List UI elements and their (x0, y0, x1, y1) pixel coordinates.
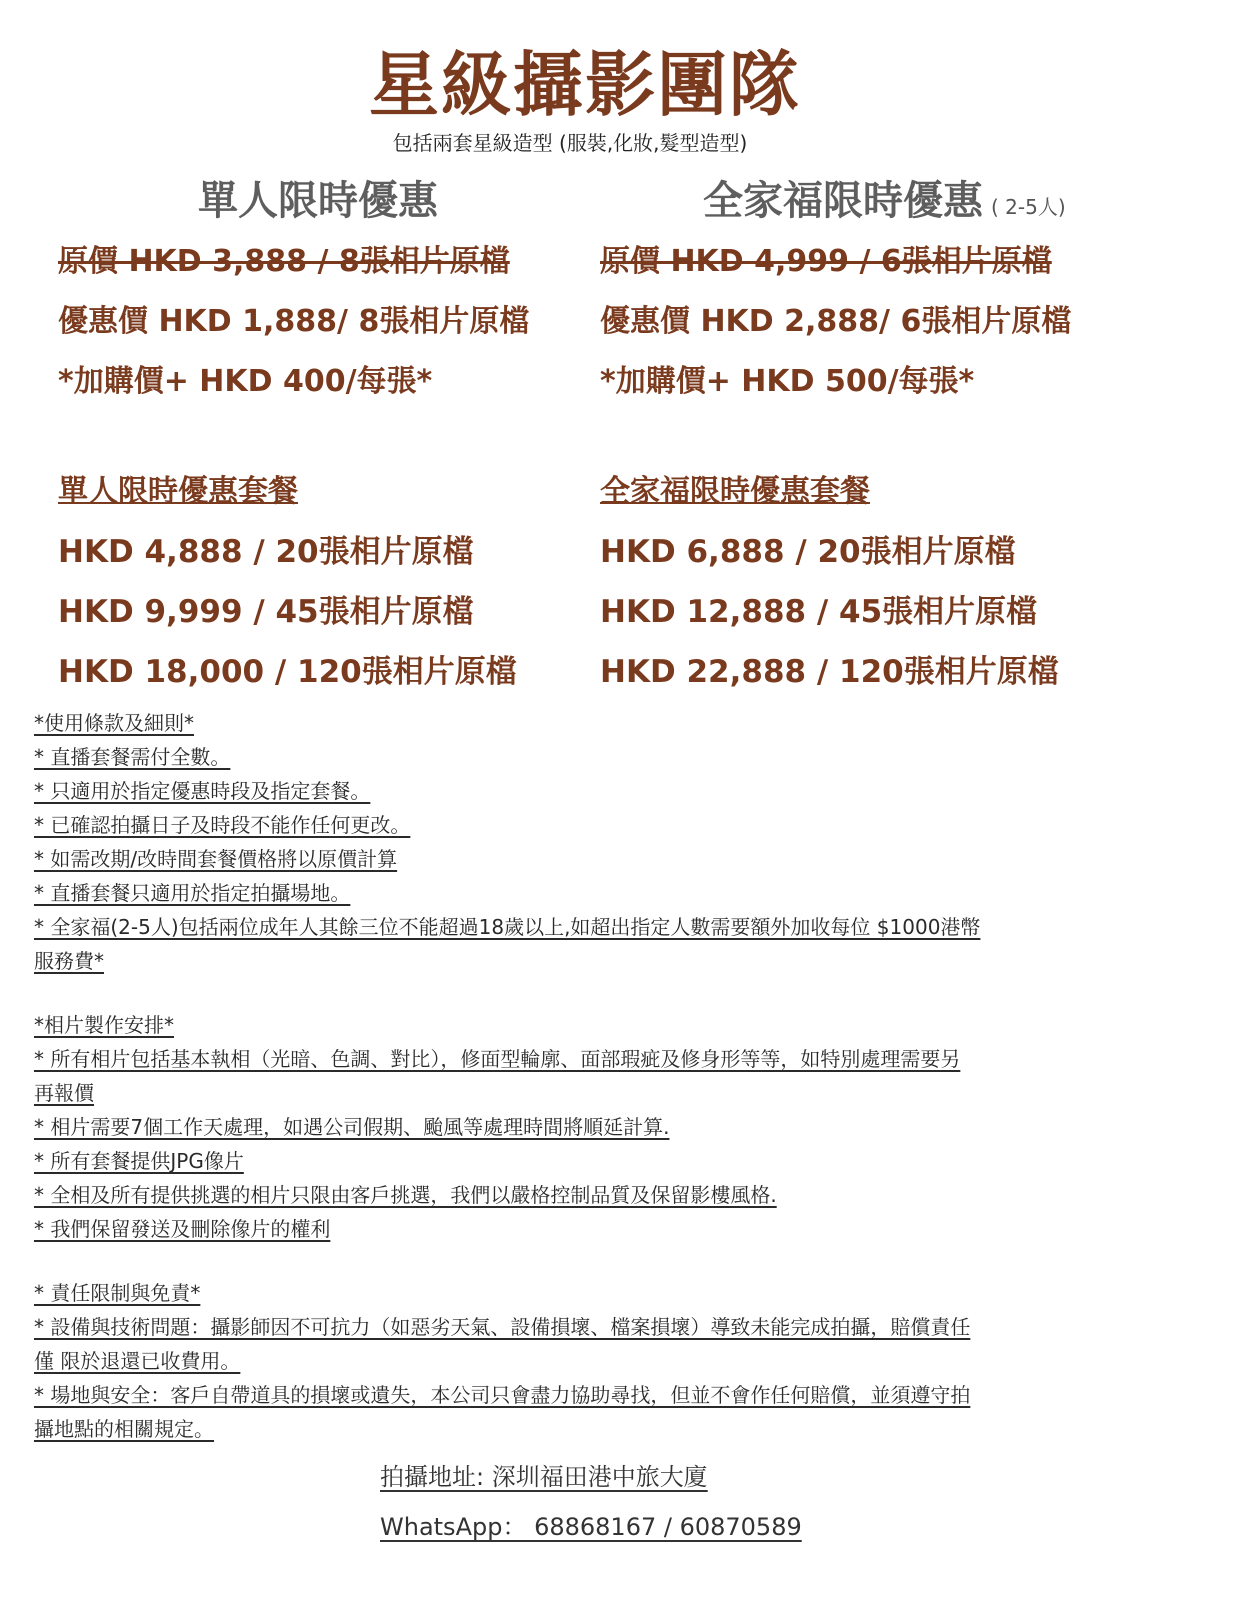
section-gap (34, 978, 1174, 1008)
terms-section (34, 706, 1174, 1446)
terms-line: * 直播套餐只適用於指定拍攝場地。 (34, 881, 351, 905)
section-gap (34, 1246, 1174, 1276)
terms-line: * 全家福(2-5人)包括兩位成年人其餘三位不能超過18歲以上,如超出指定人數需要額外加收每位 $1000港幣 (34, 915, 981, 939)
terms-line: * 只適用於指定優惠時段及指定套餐。 (34, 779, 371, 803)
photo-arrangement-line: * 我們保留發送及刪除像片的權利 (34, 1217, 331, 1241)
single-discount-price: 優惠價 HKD 1,888/ 8張相片原檔 (58, 304, 530, 339)
liability-line: * 場地與安全：客戶自帶道具的損壞或遺失，本公司只會盡力協助尋找，但並不會作任何賠償，並須遵守拍 (34, 1383, 971, 1407)
single-package-heading: 單人限時優惠套餐 (58, 474, 298, 509)
family-offer-heading-note: ( 2-5人) (991, 195, 1066, 219)
terms-line: * 如需改期/改時間套餐價格將以原價計算 (34, 847, 398, 871)
page-subtitle: 包括兩套星級造型 (服裝,化妝,髮型造型) (392, 131, 748, 155)
photo-arrangement-line: * 全相及所有提供挑選的相片只限由客戶挑選，我們以嚴格控制品質及保留影樓風格. (34, 1183, 777, 1207)
single-original-price: 原價 HKD 3,888 / 8張相片原檔 (58, 244, 510, 279)
terms-line: * 已確認拍攝日子及時段不能作任何更改。 (34, 813, 411, 837)
photo-arrangement-heading: *相片製作安排* (34, 1013, 174, 1037)
single-offer-heading: 單人限時優惠 (198, 178, 438, 224)
family-discount-price: 優惠價 HKD 2,888/ 6張相片原檔 (600, 304, 1072, 339)
photo-arrangement-line: 再報價 (34, 1081, 94, 1105)
family-offer-heading (600, 170, 1160, 232)
terms-line: * 直播套餐需付全數。 (34, 745, 231, 769)
family-package-item: HKD 12,888 / 45張相片原檔 (600, 594, 1038, 630)
liability-line: 僅 限於退還已收費用。 (34, 1349, 241, 1373)
single-package-item: HKD 18,000 / 120張相片原檔 (58, 654, 517, 690)
page-title: 星級攝影團隊 (369, 44, 801, 126)
photo-arrangement-line: * 相片需要7個工作天處理，如遇公司假期、颱風等處理時間將順延計算. (34, 1115, 670, 1139)
family-original-price: 原價 HKD 4,999 / 6張相片原檔 (600, 244, 1052, 279)
single-offer-column (58, 170, 618, 702)
single-addon-price: *加購價+ HKD 400/每張* (58, 364, 433, 399)
family-addon-price: *加購價+ HKD 500/每張* (600, 364, 975, 399)
photo-arrangement-line: * 所有套餐提供JPG像片 (34, 1149, 244, 1173)
family-offer-column (600, 170, 1160, 702)
liability-line: * 設備與技術問題：攝影師因不可抗力（如惡劣天氣、設備損壞、檔案損壞）導致未能完成拍攝，賠償責任 (34, 1315, 971, 1339)
single-package-item: HKD 4,888 / 20張相片原檔 (58, 534, 474, 570)
liability-heading: * 責任限制與免責* (34, 1281, 201, 1305)
family-offer-heading-text: 全家福限時優惠 (703, 178, 983, 224)
terms-heading: *使用條款及細則* (34, 711, 194, 735)
terms-line: 服務費* (34, 949, 104, 973)
footer (380, 1452, 802, 1552)
liability-line: 攝地點的相關規定。 (34, 1417, 214, 1441)
family-package-item: HKD 6,888 / 20張相片原檔 (600, 534, 1016, 570)
whatsapp-contact[interactable]: WhatsApp： 68868167 / 60870589 (380, 1513, 802, 1541)
family-package-heading: 全家福限時優惠套餐 (600, 474, 870, 509)
single-package-item: HKD 9,999 / 45張相片原檔 (58, 594, 474, 630)
photo-arrangement-line: * 所有相片包括基本執相（光暗、色調、對比），修面型輪廓、面部瑕疵及修身形等等，如特別處理需要另 (34, 1047, 961, 1071)
family-package-item: HKD 22,888 / 120張相片原檔 (600, 654, 1059, 690)
shooting-address: 拍攝地址: 深圳福田港中旅大廈 (380, 1463, 708, 1491)
